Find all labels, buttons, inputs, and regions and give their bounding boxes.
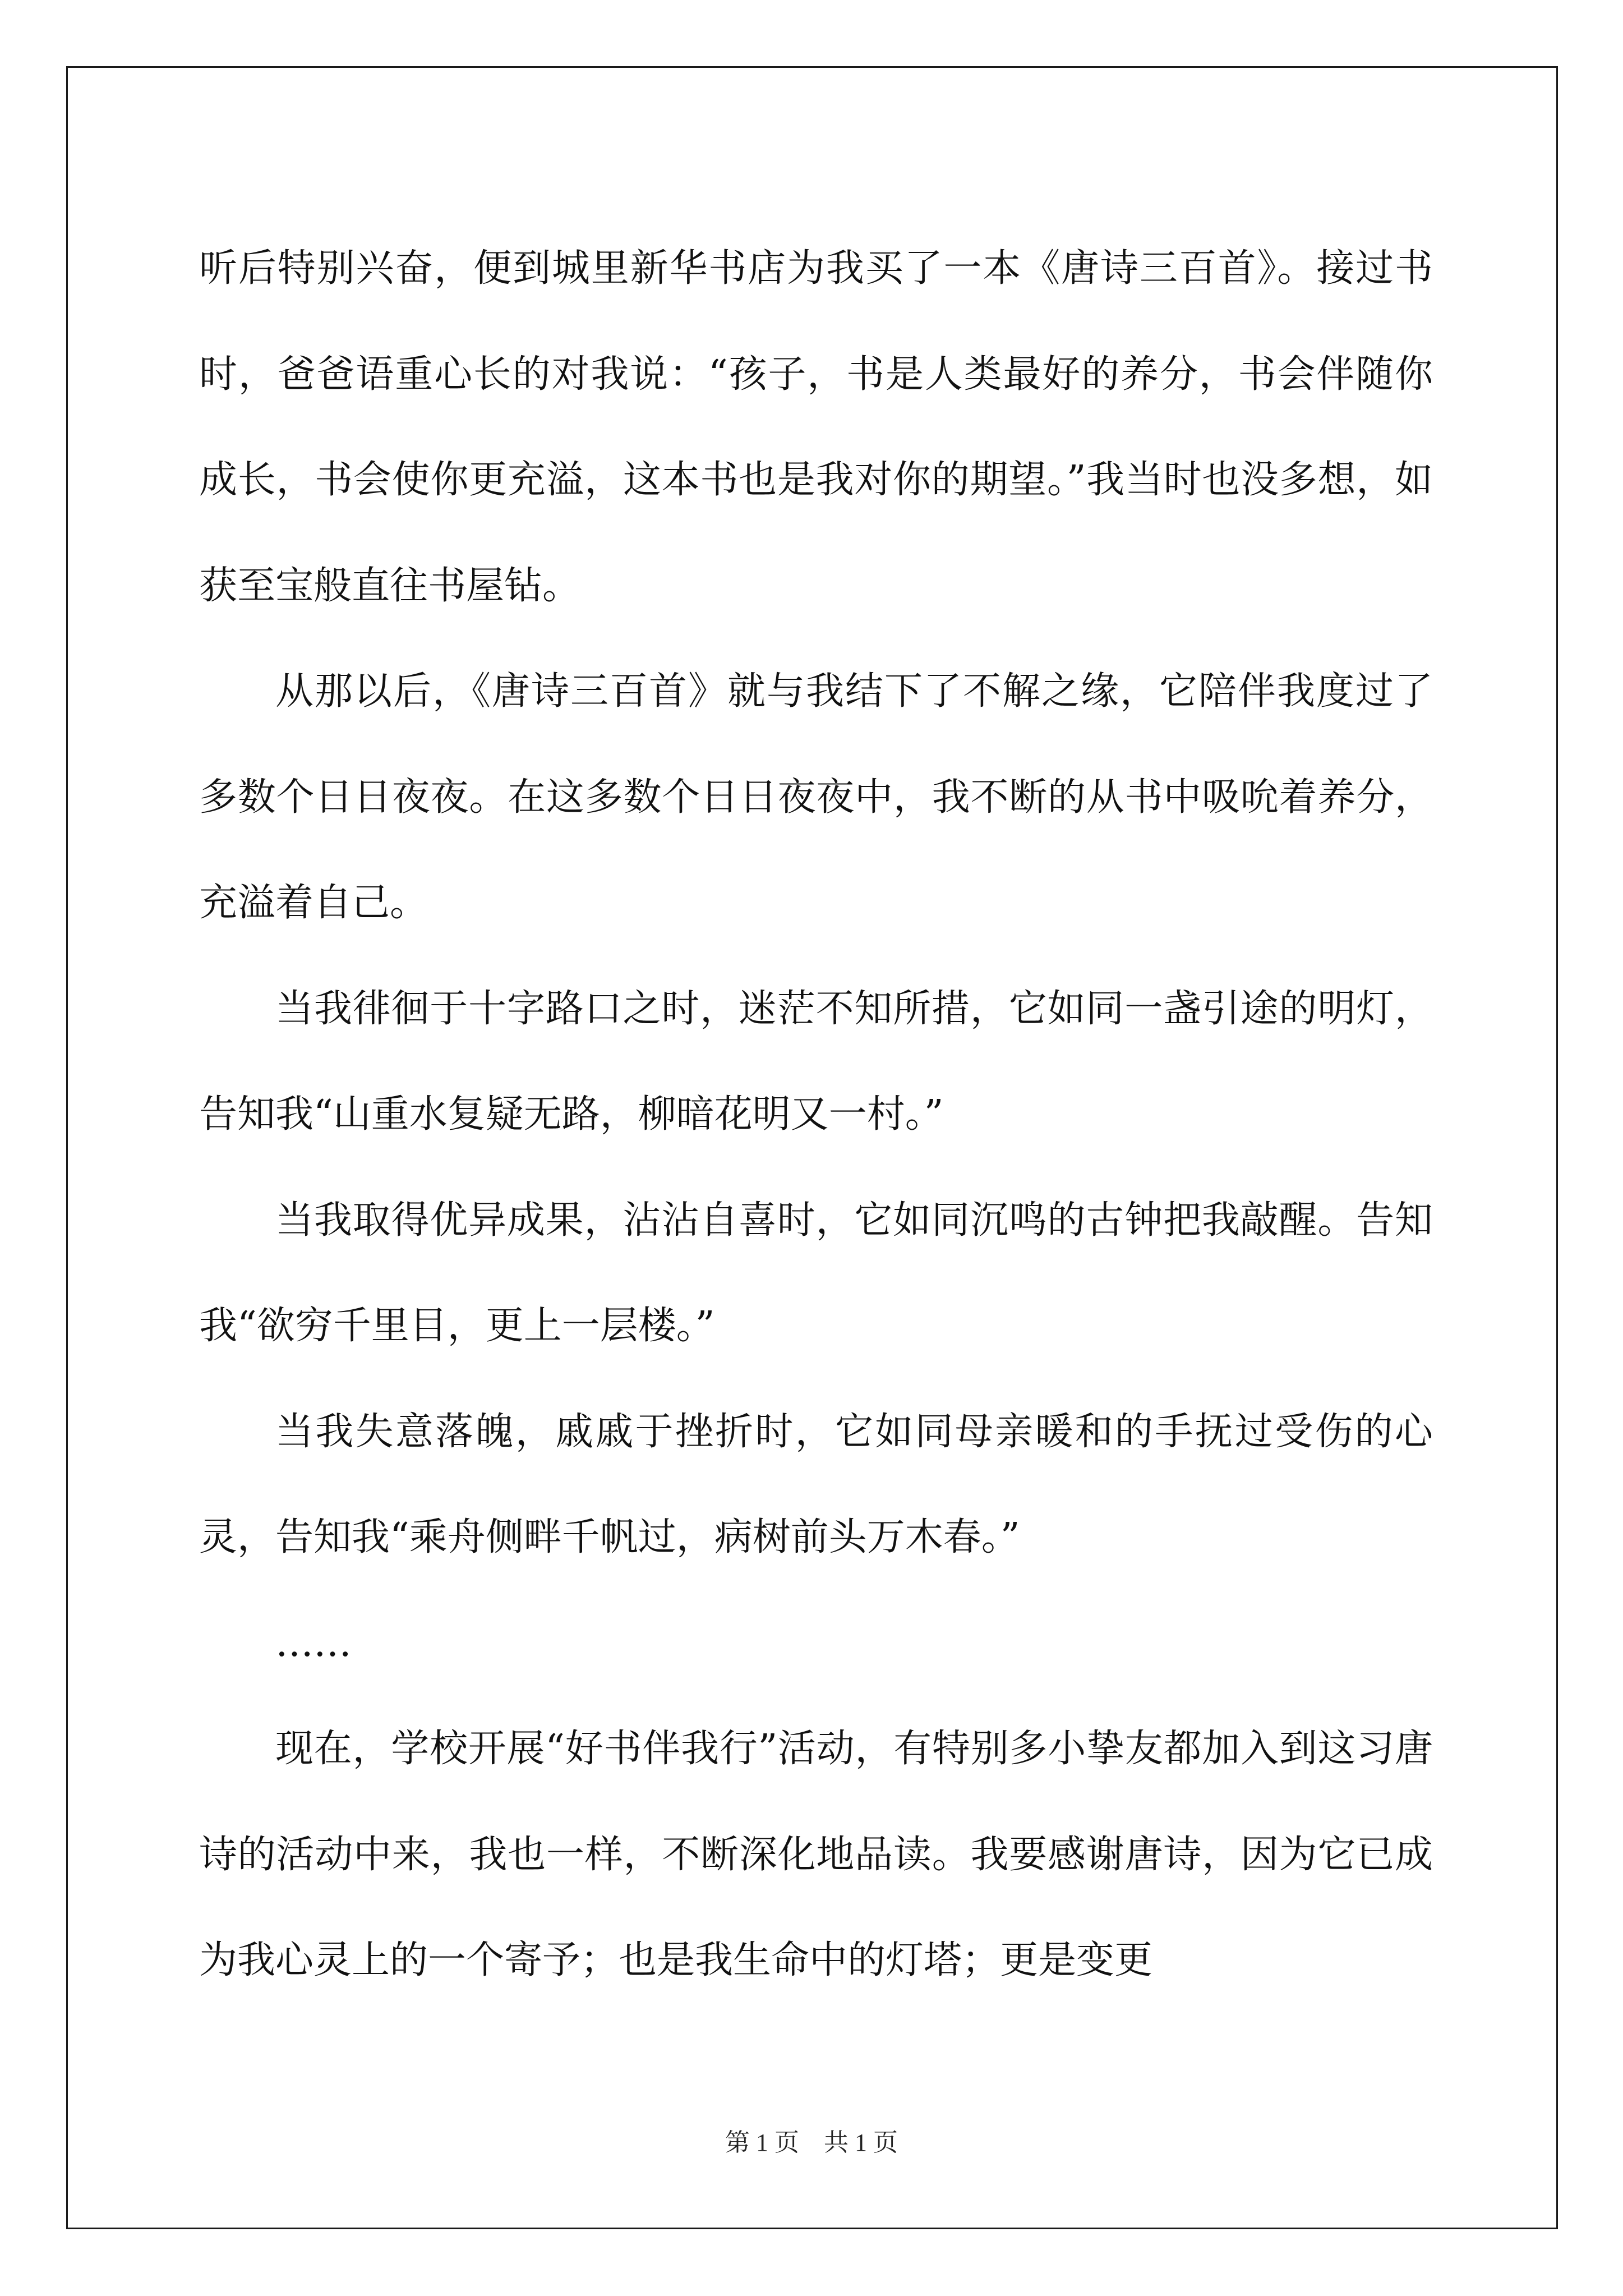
paragraph-1: 听后特别兴奋，便到城里新华书店为我买了一本《唐诗三百首》。接过书时，爸爸语重心长的对我说：“孩子，书是人类最好的养分，书会伴随你成长，书会使你更充溢，这本书也是我对你的期望。”我当时也没多想，如获至宝般直往书屋钻。	[199, 246, 1433, 608]
page-number-footer: 第 1 页 共 1 页	[725, 2129, 898, 2156]
paragraph-3: 当我徘徊于十字路口之时，迷茫不知所措，它如同一盏引途的明灯，告知我“山重水复疑无路，柳暗花明又一村。”	[199, 986, 1433, 1137]
paragraph-5: 当我失意落魄，戚戚于挫折时，它如同母亲暖和的手抚过受伤的心灵，告知我“乘舟侧畔千帆过，病树前头万木春。”	[199, 1409, 1433, 1559]
document-body	[199, 216, 1433, 2014]
paragraph-2: 从那以后，《唐诗三百首》就与我结下了不解之缘，它陪伴我度过了多数个日日夜夜。在这多数个日日夜夜中，我不断的从书中吸吮着养分，充溢着自己。	[199, 669, 1433, 925]
paragraph-ellipsis: ……	[275, 1621, 352, 1665]
paragraph-4: 当我取得优异成果，沾沾自喜时，它如同沉鸣的古钟把我敲醒。告知我“欲穷千里目，更上一层楼。”	[199, 1198, 1433, 1348]
paragraph-6: 现在，学校开展“好书伴我行”活动，有特别多小挚友都加入到这习唐诗的活动中来，我也一样，不断深化地品读。我要感谢唐诗，因为它已成为我心灵上的一个寄予；也是我生命中的灯塔；更是变更	[199, 1727, 1433, 1982]
